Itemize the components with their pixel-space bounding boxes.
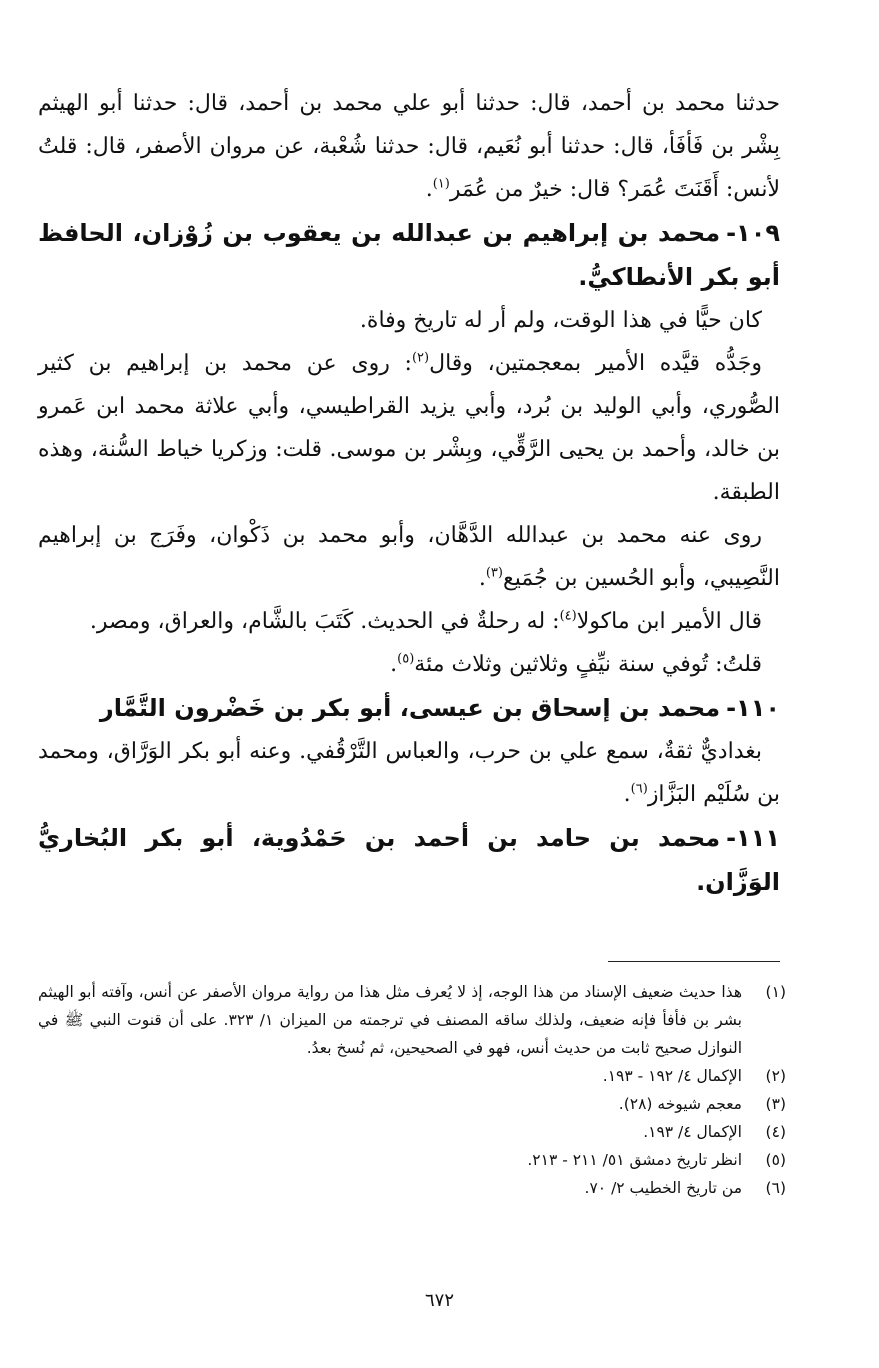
entry-title: محمد بن حامد بن أحمد بن حَمْدُوية، أبو بكر البُخاريُّ الوَزَّان. <box>38 824 780 896</box>
footnote-ref[interactable]: (٢) <box>411 350 430 366</box>
footnote-text: هذا حديث ضعيف الإسناد من هذا الوجه، إذ لا يُعرف مثل هذا من رواية مروان الأصفر عن أنس، وآفته أبو الهيثم بشر بن فأفأ فإنه ضعيف، ولذلك ساقه المصنف في ترجمته من الميزان ١/ ٣٢٣. على أن قنوت النبي ﷺ في النوازل صحيح ثابت من حديث أنس، فهو في الصحيحين، ثم نُسخ بعدُ. <box>38 983 742 1057</box>
entry-title: محمد بن إبراهيم بن عبدالله بن يعقوب بن زُوْزان، الحافظ أبو بكر الأنطاكيُّ. <box>38 219 780 291</box>
footnote-item <box>38 1146 786 1174</box>
paragraph: روى عنه محمد بن عبدالله الدَّهَّان، وأبو محمد بن ذَكْوان، وفَرَج بن إبراهيم النَّصِيبي، وأبو الحُسين بن جُمَيع$^{(٣)}$. <box>38 523 780 591</box>
footnote-ref[interactable]: (٥) <box>397 651 415 667</box>
footnote-text: الإكمال ٤/ ١٩٢ - ١٩٣. <box>602 1067 742 1085</box>
page-number: ٦٧٢ <box>424 1290 454 1311</box>
footnote-ref[interactable]: (٣) <box>485 565 503 581</box>
footnote-item <box>38 978 786 1062</box>
footnote-number: (٣) <box>765 1095 786 1113</box>
main-text <box>38 82 780 904</box>
footnote-number: (٢) <box>765 1067 786 1085</box>
footnote-ref[interactable]: (٦) <box>630 781 648 797</box>
footnote-number: (٦) <box>765 1179 786 1197</box>
footnote-item <box>38 1090 786 1118</box>
entry-heading-109 <box>38 211 780 299</box>
paragraph: قال الأمير ابن ماكولا$^{(٤)}$: له رحلةٌ في الحديث. كَتَبَ بالشَّام، والعراق، ومصر. <box>89 608 762 634</box>
footnote-number: (١) <box>765 983 786 1001</box>
footnote-item <box>38 1174 786 1202</box>
footnote-text: انظر تاريخ دمشق ٥١/ ٢١١ - ٢١٣. <box>527 1151 742 1169</box>
footnote-divider <box>608 961 780 962</box>
footnote-text: من تاريخ الخطيب ٢/ ٧٠. <box>584 1179 742 1197</box>
paragraph: كان حيًّا في هذا الوقت، ولم أر له تاريخ وفاة. <box>359 308 762 333</box>
entry-number: ١١١- <box>726 824 780 852</box>
footnote-number: (٥) <box>765 1151 786 1169</box>
paragraph: حدثنا محمد بن أحمد، قال: حدثنا أبو علي محمد بن أحمد، قال: حدثنا أبو الهيثم بِشْر بن فَأفَأ، قال: حدثنا أبو نُعَيم، قال: حدثنا شُعْبة، عن مروان الأصفر، قال: قلتُ لأنس: أَقَنَتَ عُمَر؟ قال: خيرٌ من عُمَر$^{(١)}$. <box>38 91 780 202</box>
entry-heading-110 <box>38 686 780 730</box>
entry-number: ١٠٩- <box>726 219 780 247</box>
footnote-text: معجم شيوخه (٢٨). <box>618 1095 742 1113</box>
paragraph: وجَدُّه قيَّده الأمير بمعجمتين، وقال$^{(٢)}$: روى عن محمد بن إبراهيم بن كثير الصُّوري، وأبي الوليد بن بُرد، وأبي يزيد القراطيسي، وأبي علاثة محمد ابن عَمرو بن خالد، وأحمد بن يحيى الرَّقِّي، وبِشْر بن موسى. قلت: وزكريا خياط السُّنة، وهذه الطبقة. <box>38 350 780 505</box>
footnote-ref[interactable]: (١) <box>432 176 450 192</box>
entry-heading-111 <box>38 816 780 904</box>
footnote-number: (٤) <box>765 1123 786 1141</box>
entry-title: محمد بن إسحاق بن عيسى، أبو بكر بن خَضْرون التَّمَّار <box>99 694 721 722</box>
footnote-text: الإكمال ٤/ ١٩٣. <box>643 1123 742 1141</box>
footnote-item <box>38 1062 786 1090</box>
footnotes <box>38 978 786 1202</box>
footnote-item <box>38 1118 786 1146</box>
footnote-ref[interactable]: (٤) <box>559 608 577 624</box>
entry-number: ١١٠- <box>726 694 780 722</box>
paragraph: قلتُ: تُوفي سنة نيِّفٍ وثلاثين وثلاث مئة$^{(٥)}$. <box>390 651 762 677</box>
paragraph: بغداديٌّ ثقةٌ، سمع علي بن حرب، والعباس التَّرْقُفي. وعنه أبو بكر الوَرَّاق، ومحمد بن سُلَيْم البَزَّاز$^{(٦)}$. <box>38 739 780 807</box>
